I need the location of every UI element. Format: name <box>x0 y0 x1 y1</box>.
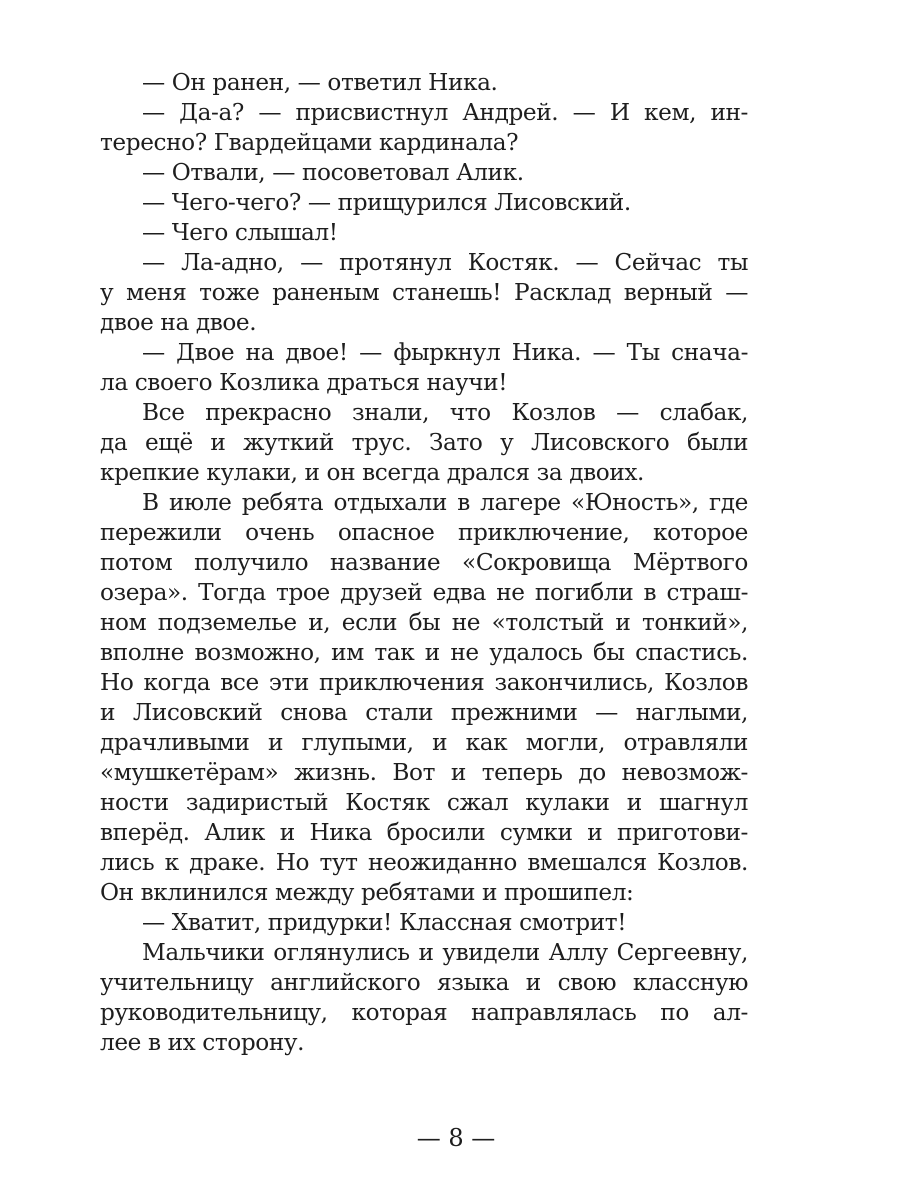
text-line: крепкие кулаки, и он всегда дрался за двоих. <box>100 459 645 486</box>
text-line: «мушкетёрам» жизнь. Вот и теперь до невозмож- <box>100 759 748 786</box>
page-text <box>100 68 748 1058</box>
text-line: — Ла-адно, — протянул Костяк. — Сейчас ты <box>142 249 748 276</box>
paragraph <box>100 398 748 488</box>
text-line: В июле ребята отдыхали в лагере «Юность», где <box>142 489 748 516</box>
paragraph <box>100 98 748 158</box>
text-line: пережили очень опасное приключение, которое <box>100 519 748 546</box>
text-line: — Двое на двое! — фыркнул Ника. — Ты снача- <box>142 339 748 366</box>
paragraph <box>100 68 748 98</box>
text-line: вполне возможно, им так и не удалось бы спастись. <box>100 639 748 666</box>
text-line: — Чего слышал! <box>142 219 338 246</box>
text-line: ном подземелье и, если бы не «толстый и тонкий», <box>100 609 748 636</box>
text-line: вперёд. Алик и Ника бросили сумки и приготови- <box>100 819 748 846</box>
text-line: Он вклинился между ребятами и прошипел: <box>100 879 634 906</box>
text-line: лее в их сторону. <box>100 1029 305 1056</box>
text-line: Но когда все эти приключения закончились, Козлов <box>100 669 748 696</box>
text-line: да ещё и жуткий трус. Зато у Лисовского были <box>100 429 748 456</box>
paragraph <box>100 338 748 398</box>
text-line: — Он ранен, — ответил Ника. <box>142 69 498 96</box>
text-line: — Отвали, — посоветовал Алик. <box>142 159 524 186</box>
text-line: ности задиристый Костяк сжал кулаки и шагнул <box>100 789 748 816</box>
text-line: драчливыми и глупыми, и как могли, отравляли <box>100 729 748 756</box>
text-line: ла своего Козлика драться научи! <box>100 369 508 396</box>
paragraph <box>100 248 748 338</box>
text-line: руководительницу, которая направлялась по ал- <box>100 999 748 1026</box>
paragraph <box>100 938 748 1058</box>
text-line: учительницу английского языка и свою классную <box>100 969 748 996</box>
text-line: и Лисовский снова стали прежними — наглыми, <box>100 699 748 726</box>
text-line: — Хватит, придурки! Классная смотрит! <box>142 909 627 936</box>
text-line: потом получило название «Сокровища Мёртвого <box>100 549 748 576</box>
text-line: — Да-а? — присвистнул Андрей. — И кем, ин- <box>142 99 748 126</box>
text-line: Мальчики оглянулись и увидели Аллу Сергеевну, <box>142 939 748 966</box>
paragraph <box>100 218 748 248</box>
paragraph <box>100 908 748 938</box>
paragraph <box>100 188 748 218</box>
text-line: Все прекрасно знали, что Козлов — слабак, <box>142 399 748 426</box>
paragraph <box>100 158 748 188</box>
text-line: — Чего-чего? — прищурился Лисовский. <box>142 189 631 216</box>
text-line: лись к драке. Но тут неожиданно вмешался Козлов. <box>100 849 748 876</box>
text-line: озера». Тогда трое друзей едва не погибли в страш- <box>100 579 748 606</box>
text-line: тересно? Гвардейцами кардинала? <box>100 129 519 156</box>
text-line: двое на двое. <box>100 309 257 336</box>
text-line: у меня тоже раненым станешь! Расклад верный — <box>100 279 748 306</box>
paragraph <box>100 488 748 908</box>
page-number: — 8 — <box>416 1124 496 1152</box>
